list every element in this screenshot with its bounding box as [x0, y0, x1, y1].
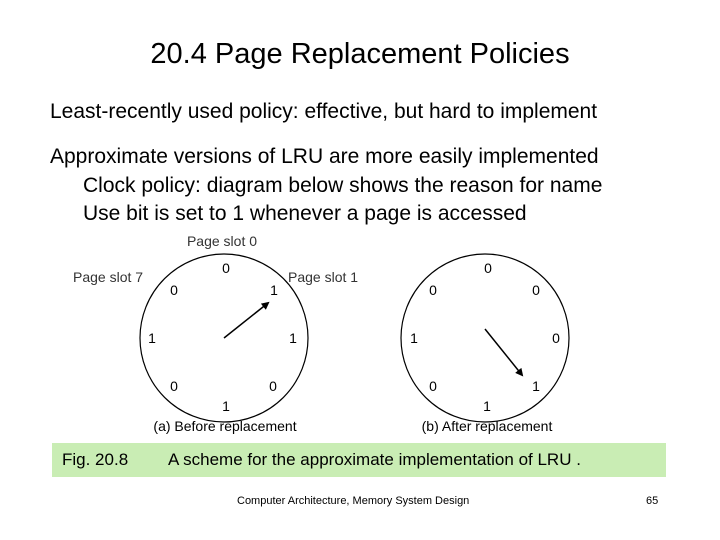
use-bit: 0: [532, 282, 540, 298]
use-bit: 0: [269, 378, 277, 394]
clock-before-caption: (a) Before replacement: [153, 418, 297, 434]
use-bit: 0: [222, 260, 230, 276]
page-number: 65: [646, 495, 659, 507]
use-bit: 0: [484, 260, 492, 276]
use-bit: 0: [429, 378, 437, 394]
use-bit: 1: [410, 330, 418, 346]
use-bit: 1: [289, 330, 297, 346]
clock-after-caption: (b) After replacement: [421, 418, 553, 434]
clock-diagram: [0, 225, 720, 440]
use-bit: 1: [270, 282, 278, 298]
use-bit: 1: [532, 378, 540, 394]
use-bit: 1: [148, 330, 156, 346]
use-bit: 0: [170, 282, 178, 298]
use-bit: 0: [170, 378, 178, 394]
bullet-approximate: Approximate versions of LRU are more easily implemented: [50, 145, 599, 168]
clock-after: [401, 254, 569, 434]
clock-hand: [485, 329, 522, 375]
footer-text: Computer Architecture, Memory System Design: [237, 495, 470, 507]
slot-label-0: Page slot 0: [186, 233, 258, 249]
figure-number: Fig. 20.8: [62, 450, 129, 469]
use-bit: 0: [552, 330, 560, 346]
use-bit: 0: [429, 282, 437, 298]
slot-label-7: Page slot 7: [73, 269, 144, 285]
slide-title: 20.4 Page Replacement Policies: [150, 38, 570, 70]
bullet-lru: Least-recently used policy: effective, but hard to implement: [50, 100, 598, 123]
use-bit: 1: [222, 398, 230, 414]
clock-hand: [224, 303, 268, 338]
slot-label-1: Page slot 1: [288, 269, 359, 285]
sub-bullet-use-bit: Use bit is set to 1 whenever a page is accessed: [83, 202, 527, 225]
sub-bullet-clock-policy: Clock policy: diagram below shows the reason for name: [83, 174, 603, 197]
clock-face: [401, 254, 569, 422]
use-bit: 1: [483, 398, 491, 414]
clock-before: [140, 254, 308, 434]
figure-caption: A scheme for the approximate implementation of LRU .: [168, 450, 581, 469]
